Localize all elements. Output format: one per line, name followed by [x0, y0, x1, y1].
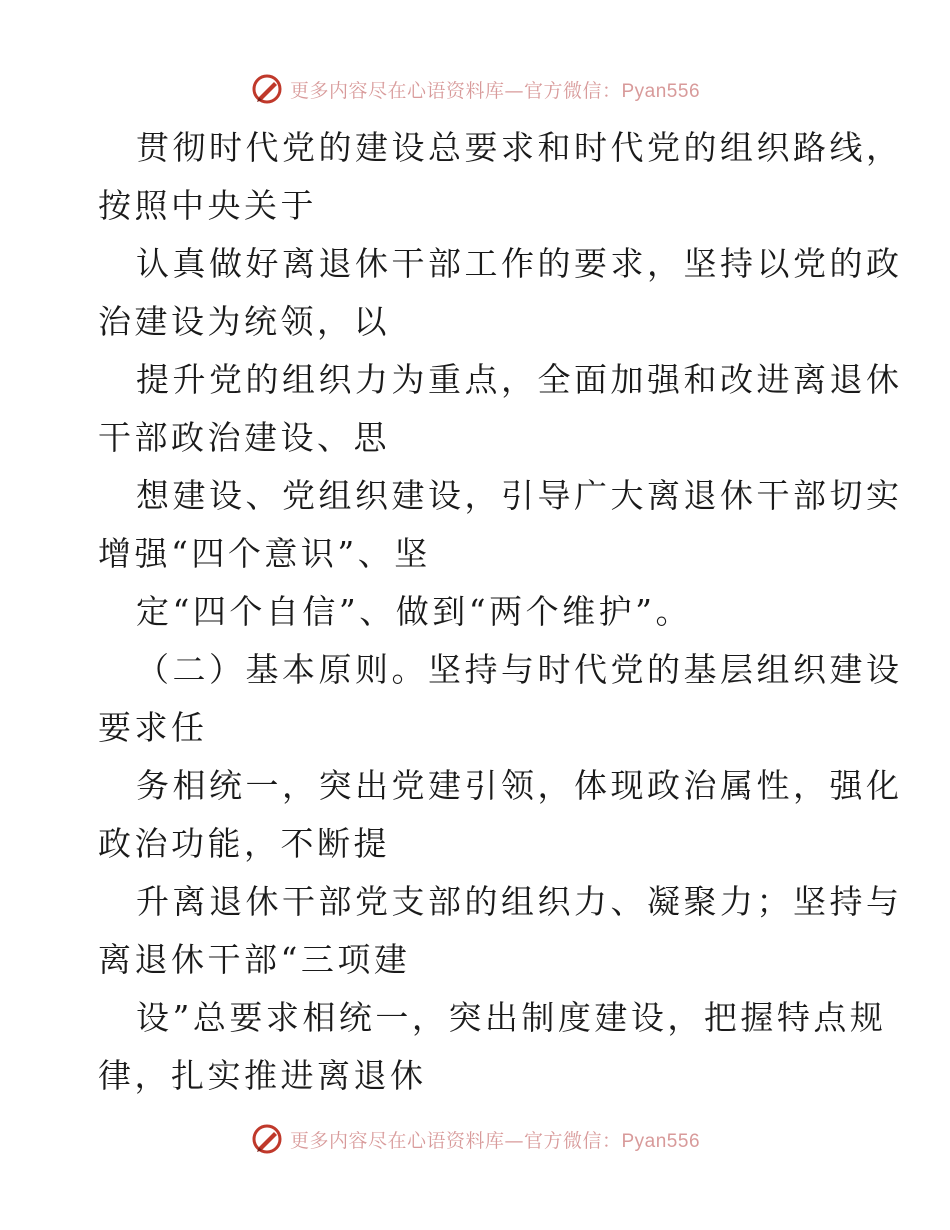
paragraph-line: 干部政治建设、思: [98, 418, 390, 457]
footer-watermark: [0, 1122, 950, 1156]
paragraph-line: （二）基本原则。坚持与时代党的基层组织建设: [136, 650, 903, 689]
paragraph-line: 定“四个自信”、做到“两个维护”。: [136, 592, 692, 631]
paragraph-line: 按照中央关于: [98, 186, 317, 225]
paragraph-line: 升离退休干部党支部的组织力、凝聚力；坚持与: [136, 882, 903, 921]
header-watermark: [0, 72, 950, 106]
paragraph-line: 贯彻时代党的建设总要求和时代党的组织路线，: [136, 128, 903, 167]
paragraph-line: 政治功能，不断提: [98, 824, 390, 863]
paragraph-line: 要求任: [98, 708, 208, 747]
paragraph-line: 提升党的组织力为重点，全面加强和改进离退休: [136, 360, 903, 399]
paragraph-line: 增强“四个意识”、坚: [98, 534, 431, 573]
watermark-text: 更多内容尽在心语资料库—官方微信：Pyan556: [289, 1129, 701, 1152]
paragraph-line: 设”总要求相统一，突出制度建设，把握特点规: [136, 998, 887, 1037]
pen-seal-icon: [250, 72, 284, 106]
paragraph-line: 认真做好离退休干部工作的要求，坚持以党的政: [136, 244, 903, 283]
pen-seal-icon: [250, 1122, 284, 1156]
paragraph-line: 律，扎实推进离退休: [98, 1056, 427, 1095]
paragraph-line: 治建设为统领，以: [98, 302, 390, 341]
paragraph-line: 离退休干部“三项建: [98, 940, 411, 979]
paragraph-line: 务相统一，突出党建引领，体现政治属性，强化: [136, 766, 903, 805]
watermark-text: 更多内容尽在心语资料库—官方微信：Pyan556: [289, 79, 701, 102]
paragraph-line: 想建设、党组织建设，引导广大离退休干部切实: [136, 476, 903, 515]
